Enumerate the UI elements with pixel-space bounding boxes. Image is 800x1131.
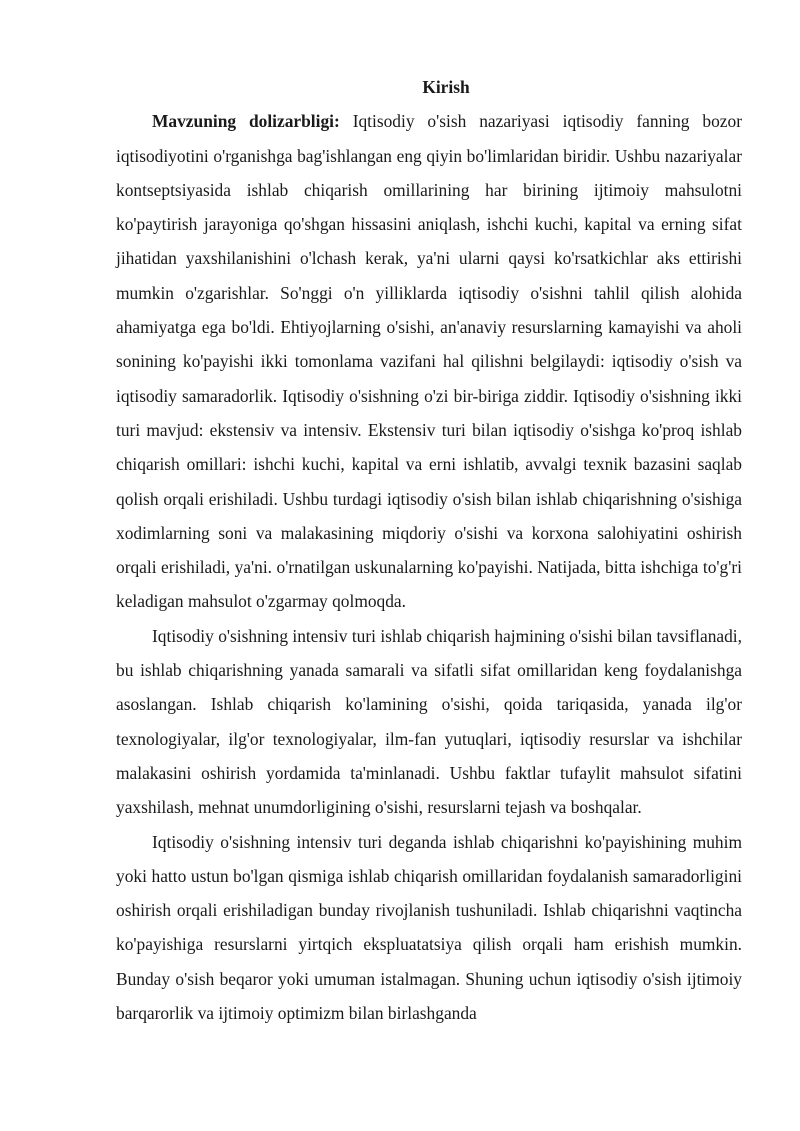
document-page — [116, 70, 742, 1030]
paragraph-intensive-definition: Iqtisodiy o'sishning intensiv turi deganda ishlab chiqarishni ko'payishining muhim yoki hatto ustun bo'lgan qismiga ishlab chiqarish omillaridan foydalanish samaradorligini oshirish orqali erishiladigan bunday rivojlanish tushuniladi. Ishlab chiqarishni vaqtincha ko'payishiga resurslarni yirtqich ekspluatatsiya qilish orqali ham erishish mumkin. Bunday o'sish beqaror yoki umuman istalmagan. Shuning uchun iqtisodiy o'sish ijtimoiy barqarorlik va ijtimoiy optimizm bilan birlashganda — [116, 831, 742, 1024]
relevance-text: Iqtisodiy o'sish nazariyasi iqtisodiy fanning bozor iqtisodiyotini o'rganishga bag'ishlangan eng qiyin bo'limlaridan biridir. Ushbu nazariyalar kontseptsiyasida ishlab chiqarish omillarining har birining ijtimoiy mahsulotni ko'paytirish jarayoniga qo'shgan hissasini aniqlash, ishchi kuchi, kapital va erning sifat jihatidan yaxshilanishini o'lchash kerak, ya'ni ularni qaysi ko'rsatkichlar aks ettirishi mumkin o'zgarishlar. So'nggi o'n yilliklarda iqtisodiy o'sishni tahlil qilish alohida ahamiyatga ega bo'ldi. Ehtiyojlarning o'sishi, an'anaviy resurslarning kamayishi va aholi sonining ko'payishi ikki tomonlama vazifani hal qilishni belgilaydi: iqtisodiy o'sish va iqtisodiy samaradorlik. Iqtisodiy o'sishning o'zi bir-biriga ziddir. Iqtisodiy o'sishning ikki turi mavjud: ekstensiv va intensiv. Ekstensiv turi bilan iqtisodiy o'sishga ko'proq ishlab chiqarish omillari: ishchi kuchi, kapital va erni ishlatib, avvalgi texnik bazasini saqlab qolish orqali erishiladi. Ushbu turdagi iqtisodiy o'sish bilan ishlab chiqarishning o'sishiga xodimlarning soni va malakasining miqdoriy o'sishi va korxona salohiyatini oshirish orqali erishiladi, ya'ni. o'rnatilgan uskunalarning ko'payishi. Natijada, bitta ishchiga to'g'ri keladigan mahsulot o'zgarmay qolmoqda. — [116, 111, 742, 612]
paragraph-relevance — [116, 104, 742, 618]
paragraph-intensive-growth: Iqtisodiy o'sishning intensiv turi ishlab chiqarish hajmining o'sishi bilan tavsiflanadi, bu ishlab chiqarishning yanada samarali va sifatli sifat omillaridan keng foydalanishga asoslangan. Ishlab chiqarish ko'lamining o'sishi, qoida tariqasida, yanada ilg'or texnologiyalar, ilg'or texnologiyalar, ilm-fan yutuqlari, iqtisodiy resurslar va ishchilar malakasini oshirish yordamida ta'minlanadi. Ushbu faktlar tufaylit mahsulot sifatini yaxshilash, mehnat unumdorligining o'sishi, resurslarni tejash va boshqalar. — [116, 625, 742, 818]
document-title: Kirish — [422, 77, 470, 97]
relevance-heading: Mavzuning dolizarbligi: — [152, 111, 340, 132]
